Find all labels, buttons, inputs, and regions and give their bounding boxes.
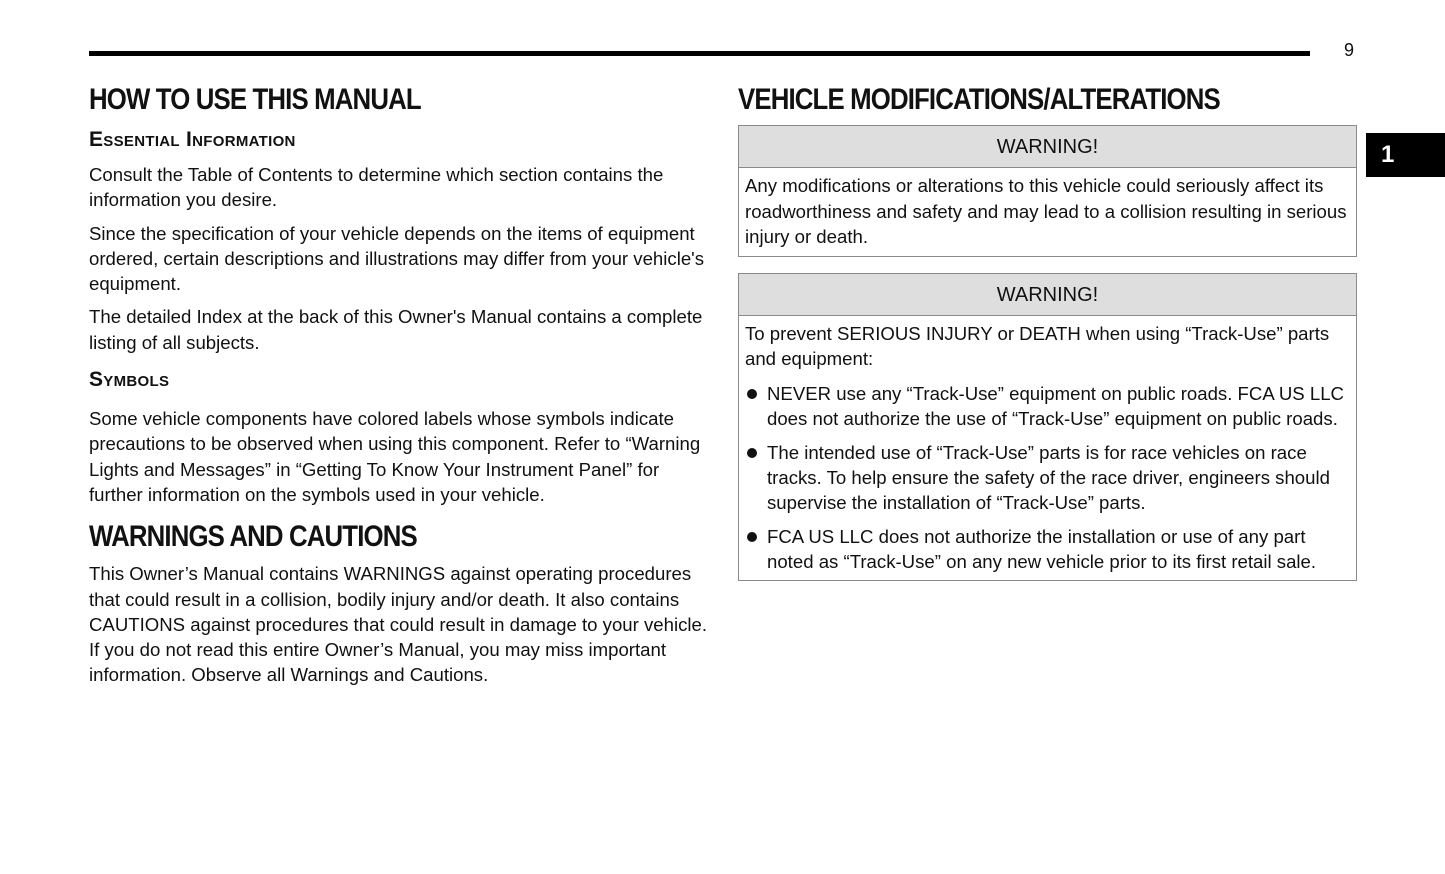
- warning-modifications-text: Any modifications or alterations to this vehicle could seriously affect its roadworthiness and safety and may lead to a collision resulting in serious injury or death.: [745, 175, 1347, 248]
- bullet-icon: [747, 532, 757, 542]
- warnings-text-2: against operating procedures that could result in a collision, bodily injury and/or death. It also contains: [89, 563, 692, 610]
- warning-box-body: [739, 168, 1356, 256]
- warnings-text-3: against procedures that could result in damage to your vehicle. If you do not read this entire Owner’s Manual, you may miss important information. Observe all Warnings and Cautions.: [89, 613, 708, 686]
- list-item: [745, 381, 1350, 431]
- warning-box-header: WARNING!: [739, 126, 1356, 168]
- keyword-cautions: CAUTIONS: [89, 613, 186, 635]
- subheading-essential-information: Essential Information: [89, 128, 296, 151]
- right-column: [738, 82, 1357, 597]
- warnings-text-1: This Owner’s Manual contains: [89, 563, 344, 585]
- section-title-how-to-use: HOW TO USE THIS MANUAL: [89, 83, 421, 116]
- bullet-icon: [747, 448, 757, 458]
- paragraph-warnings-cautions: [89, 561, 709, 687]
- warning-track-use-intro: To prevent SERIOUS INJURY or DEATH when using “Track-Use” parts and equipment:: [745, 322, 1330, 370]
- warning-box-modifications: [738, 125, 1357, 257]
- list-item: [745, 524, 1350, 574]
- list-item-text: NEVER use any “Track-Use” equipment on public roads. FCA US LLC does not authorize the use of “Track-Use” equipment on public roads.: [767, 382, 1344, 429]
- paragraph-table-of-contents: Consult the Table of Contents to determine which section contains the information you desire.: [89, 164, 664, 211]
- paragraph-index: The detailed Index at the back of this Owner's Manual contains a complete listing of all subjects.: [89, 306, 703, 353]
- keyword-warnings: WARNINGS: [343, 563, 446, 585]
- bullet-icon: [747, 389, 757, 399]
- paragraph-symbols: Some vehicle components have colored labels whose symbols indicate precautions to be observed when using this component. Refer to “Warning Lights and Messages” in “Getting To Know Your Instrument Panel” for further information on the symbols used in your vehicle.: [89, 408, 701, 505]
- chapter-tab[interactable]: [1366, 133, 1445, 177]
- subheading-symbols: Symbols: [89, 368, 170, 392]
- list-item: [745, 440, 1350, 515]
- warning-box-body: [739, 316, 1356, 580]
- warning-box-track-use: [738, 273, 1357, 581]
- page-number: 9: [1343, 40, 1354, 60]
- paragraph-specification: Since the specification of your vehicle depends on the items of equipment ordered, certain descriptions and illustrations may differ from your vehicle's equipment.: [89, 222, 705, 295]
- header-rule: [89, 51, 1310, 56]
- warning-track-use-list: [745, 381, 1350, 574]
- left-column: [89, 82, 709, 688]
- warning-box-header: WARNING!: [739, 274, 1356, 316]
- section-title-warnings-cautions: WARNINGS AND CAUTIONS: [89, 520, 417, 554]
- list-item-text: FCA US LLC does not authorize the installation or use of any part noted as “Track-Use” on any new vehicle prior to its first retail sale.: [767, 525, 1317, 572]
- section-title-vehicle-modifications: VEHICLE MODIFICATIONS/ALTERATIONS: [738, 83, 1220, 116]
- list-item-text: The intended use of “Track-Use” parts is for race vehicles on race tracks. To help ensure the safety of the race driver, engineers should supervise the installation of “Track-Use” parts.: [767, 441, 1330, 513]
- chapter-tab-label: 1: [1381, 141, 1395, 168]
